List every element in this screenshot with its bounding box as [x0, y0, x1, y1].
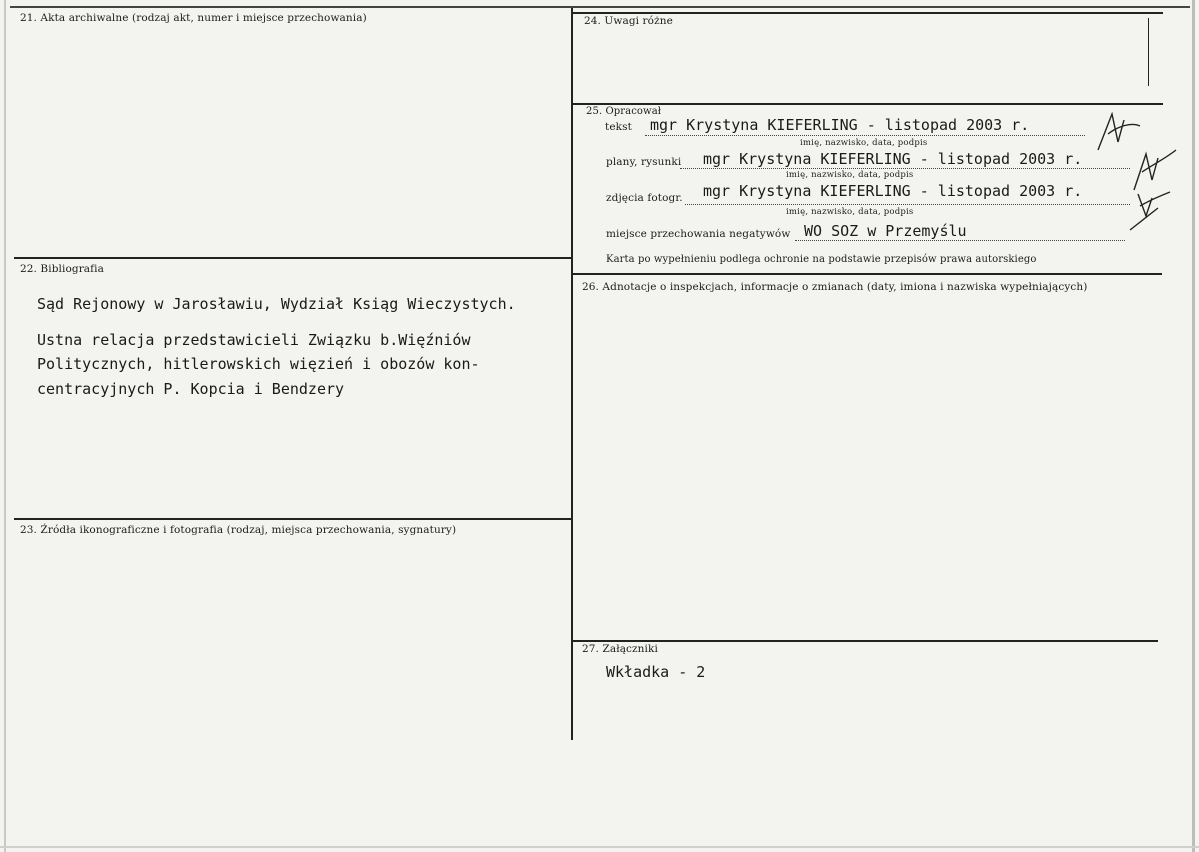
plany-dotline — [680, 168, 1130, 169]
section-21-label: 21. Akta archiwalne (rodzaj akt, numer i miejsce przechowania) — [20, 12, 367, 24]
tekst-label: tekst — [605, 121, 632, 133]
section-26-label: 26. Adnotacje o inspekcjach, informacje o zmianach (daty, imiona i nazwiska wypełniających) — [582, 281, 1088, 293]
top-border-line — [10, 6, 1190, 8]
attachment-value: Wkładka - 2 — [606, 663, 706, 681]
tekst-caption: imię, nazwisko, data, podpis — [800, 138, 928, 148]
center-divider — [571, 8, 573, 740]
page-edge-bottom — [0, 846, 1199, 848]
zdjecia-dotline — [685, 204, 1130, 205]
zdjecia-value: mgr Krystyna KIEFERLING - listopad 2003 r. — [703, 182, 1083, 200]
page-edge-left — [4, 0, 6, 852]
section-27-label: 27. Załączniki — [582, 643, 658, 655]
tekst-value: mgr Krystyna KIEFERLING - listopad 2003 r. — [650, 116, 1030, 134]
divider-24-25 — [573, 103, 1163, 105]
negatives-label: miejsce przechowania negatywów — [606, 228, 791, 240]
tekst-dotline — [645, 135, 1085, 136]
section-24-label: 24. Uwagi różne — [584, 15, 673, 27]
signature-mark-3 — [1124, 186, 1174, 232]
section-22-label: 22. Bibliografia — [20, 263, 104, 275]
plany-value: mgr Krystyna KIEFERLING - listopad 2003 r. — [703, 150, 1083, 168]
section-23-label: 23. Źródła ikonograficzne i fotografia (rodzaj, miejsca przechowania, sygnatury) — [20, 524, 457, 536]
negatives-dotline — [795, 240, 1125, 241]
negatives-value: WO SOZ w Przemyślu — [804, 222, 967, 240]
divider-26-27 — [573, 640, 1158, 642]
bibliography-line-3: Politycznych, hitlerowskich więzień i obozów kon- — [37, 355, 480, 373]
copyright-note: Karta po wypełnieniu podlega ochronie na podstawie przepisów prawa autorskiego — [606, 254, 1037, 265]
bibliography-line-2: Ustna relacja przedstawicieli Związku b.Więźniów — [37, 331, 471, 349]
bibliography-line-1: Sąd Rejonowy w Jarosławiu, Wydział Ksiąg Wieczystych. — [37, 295, 516, 313]
page-edge-right — [1192, 0, 1195, 852]
section-25-label: 25. Opracował — [586, 106, 662, 117]
signature-mark-1 — [1094, 112, 1144, 152]
zdjecia-caption: imię, nazwisko, data, podpis — [786, 207, 914, 217]
bibliography-line-4: centracyjnych P. Kopcia i Bendzery — [37, 380, 345, 398]
divider-top-right — [573, 12, 1163, 14]
zdjecia-label: zdjęcia fotogr. — [606, 192, 683, 204]
divider-22-23 — [14, 518, 573, 520]
plany-label: plany, rysunki — [606, 156, 682, 168]
plany-caption: imię, nazwisko, data, podpis — [786, 170, 914, 180]
right-edge-line — [1148, 18, 1149, 86]
divider-25-26 — [573, 273, 1162, 275]
divider-21-22 — [14, 257, 573, 259]
